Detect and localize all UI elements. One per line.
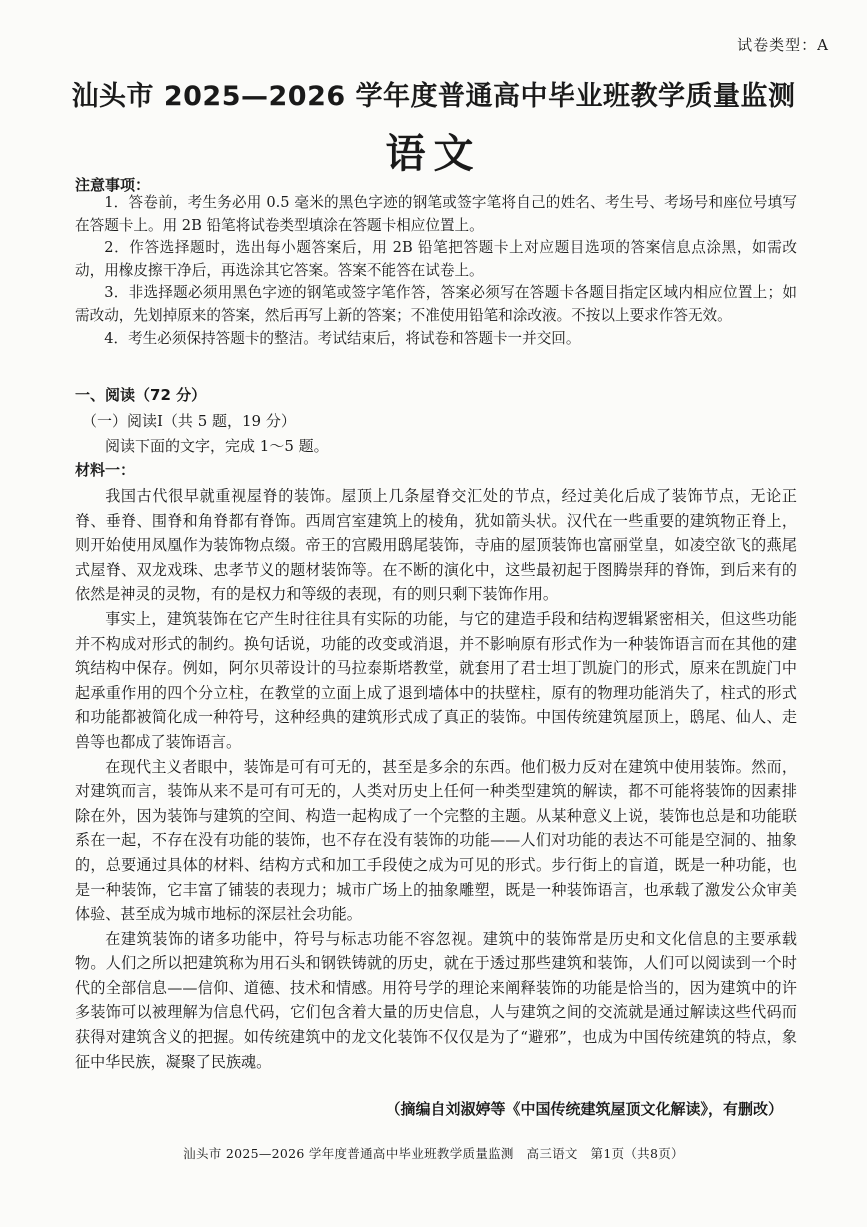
notice-item: 4．考生必须保持答题卡的整洁。考试结束后，将试卷和答题卡一并交回。 — [104, 329, 581, 347]
passage-paragraph: 在建筑装饰的诸多功能中，符号与标志功能不容忽视。建筑中的装饰常是历史和文化信息的主要承载物。人们之所以把建筑称为用石头和钢铁铸就的历史，就在于透过那些建筑和装饰，人们可以阅读到一个时代的全部信息——信仰、道德、技术和情感。用符号学的理论来阐释装饰的功能是恰当的，因为建筑中的许多装饰可以被理解为信息代码，它们包含着大量的历史信息，人与建筑之间的交流就是通过解读这些代码而获得对建筑含义的把握。如传统建筑中的龙文化装饰不仅仅是为了“避邪”，也成为中国传统建筑的特点，象征中华民族，凝聚了民族魂。 — [75, 929, 797, 1071]
notice-heading: 注意事项： — [75, 176, 151, 194]
material-label: 材料一： — [75, 461, 136, 479]
sub-section-heading: （一）阅读Ⅰ（共 5 题，19 分） — [82, 412, 296, 430]
section-heading: 一、阅读（72 分） — [75, 386, 207, 404]
passage-paragraph: 我国古代很早就重视屋脊的装饰。屋顶上几条屋脊交汇处的节点，经过美化后成了装饰节点，无论正脊、垂脊、围脊和角脊都有脊饰。西周宫室建筑上的棱角，犹如箭头状。汉代在一些重要的建筑物正脊上，则开始使用凤凰作为装饰物点缀。帝王的宫殿用鸱尾装饰，寺庙的屋顶装饰也富丽堂皇，如凌空欲飞的燕尾式屋脊、双龙戏珠、忠孝节义的题材装饰等。在不断的演化中，这些最初起于图腾崇拜的脊饰，到后来有的依然是神灵的灵物，有的是权力和等级的表现，有的则只剩下装饰作用。 — [75, 487, 797, 604]
paper-type-label: 试卷类型：A — [737, 36, 829, 54]
notice-item: 3．非选择题必须用黑色字迹的钢笔或签字笔作答，答案必须写在答题卡各题目指定区域内相应位置上；如需改动，先划掉原来的答案，然后再写上新的答案；不准使用铅笔和涂改液。不按以上要求作答无效。 — [75, 284, 797, 324]
reading-passage — [75, 484, 797, 1074]
notice-item: 2．作答选择题时，选出每小题答案后，用 2B 铅笔把答题卡上对应题目选项的答案信息点涂黑，如需改动，用橡皮擦干净后，再选涂其它答案。答案不能答在试卷上。 — [75, 239, 797, 279]
passage-paragraph: 事实上，建筑装饰在它产生时往往具有实际的功能，与它的建造手段和结构逻辑紧密相关，但这些功能并不构成对形式的制约。换句话说，功能的改变或消退，并不影响原有形式作为一种装饰语言而在其他的建筑结构中保存。例如，阿尔贝蒂设计的马拉泰斯塔教堂，就套用了君士坦丁凯旋门的形式，原来在凯旋门中起承重作用的四个分立柱，在教堂的立面上成了退到墙体中的扶壁柱，原有的物理功能消失了，柱式的形式和功能都被简化成一种符号，这种经典的建筑形式成了真正的装饰。中国传统建筑屋顶上，鸱尾、仙人、走兽等也都成了装饰语言。 — [75, 609, 797, 751]
passage-source: （摘编自刘淑婷等《中国传统建筑屋顶文化解读》，有删改） — [385, 1100, 783, 1118]
reading-instruction: 阅读下面的文字，完成 1～5 题。 — [105, 437, 329, 455]
notice-list — [75, 192, 797, 350]
subject-title: 语文 — [385, 131, 482, 177]
notice-item: 1．答卷前，考生务必用 0.5 毫米的黑色字迹的钢笔或签字笔将自己的姓名、考生号、考场号和座位号填写在答题卡上。用 2B 铅笔将试卷类型填涂在答题卡相应位置上。 — [75, 194, 797, 234]
page-footer: 汕头市 2025—2026 学年度普通高中毕业班教学质量监测 高三语文 第1页（共8页） — [183, 1146, 684, 1161]
passage-paragraph: 在现代主义者眼中，装饰是可有可无的，甚至是多余的东西。他们极力反对在建筑中使用装饰。然而，对建筑而言，装饰从来不是可有可无的，人类对历史上任何一种类型建筑的解读，都不可能将装饰的因素排除在外，因为装饰与建筑的空间、构造一起构成了一个完整的主题。从某种意义上说，装饰也总是和功能联系在一起，不存在没有功能的装饰，也不存在没有装饰的功能——人们对功能的表达不可能是空洞的、抽象的，总要通过具体的材料、结构方式和加工手段使之成为可见的形式。步行街上的盲道，既是一种功能，也是一种装饰，它丰富了铺装的表现力；城市广场上的抽象雕塑，既是一种装饰语言，也承载了激发公众审美体验、甚至成为城市地标的深层社会功能。 — [75, 757, 797, 924]
exam-title: 汕头市 2025—2026 学年度普通高中毕业班教学质量监测 — [71, 81, 796, 112]
